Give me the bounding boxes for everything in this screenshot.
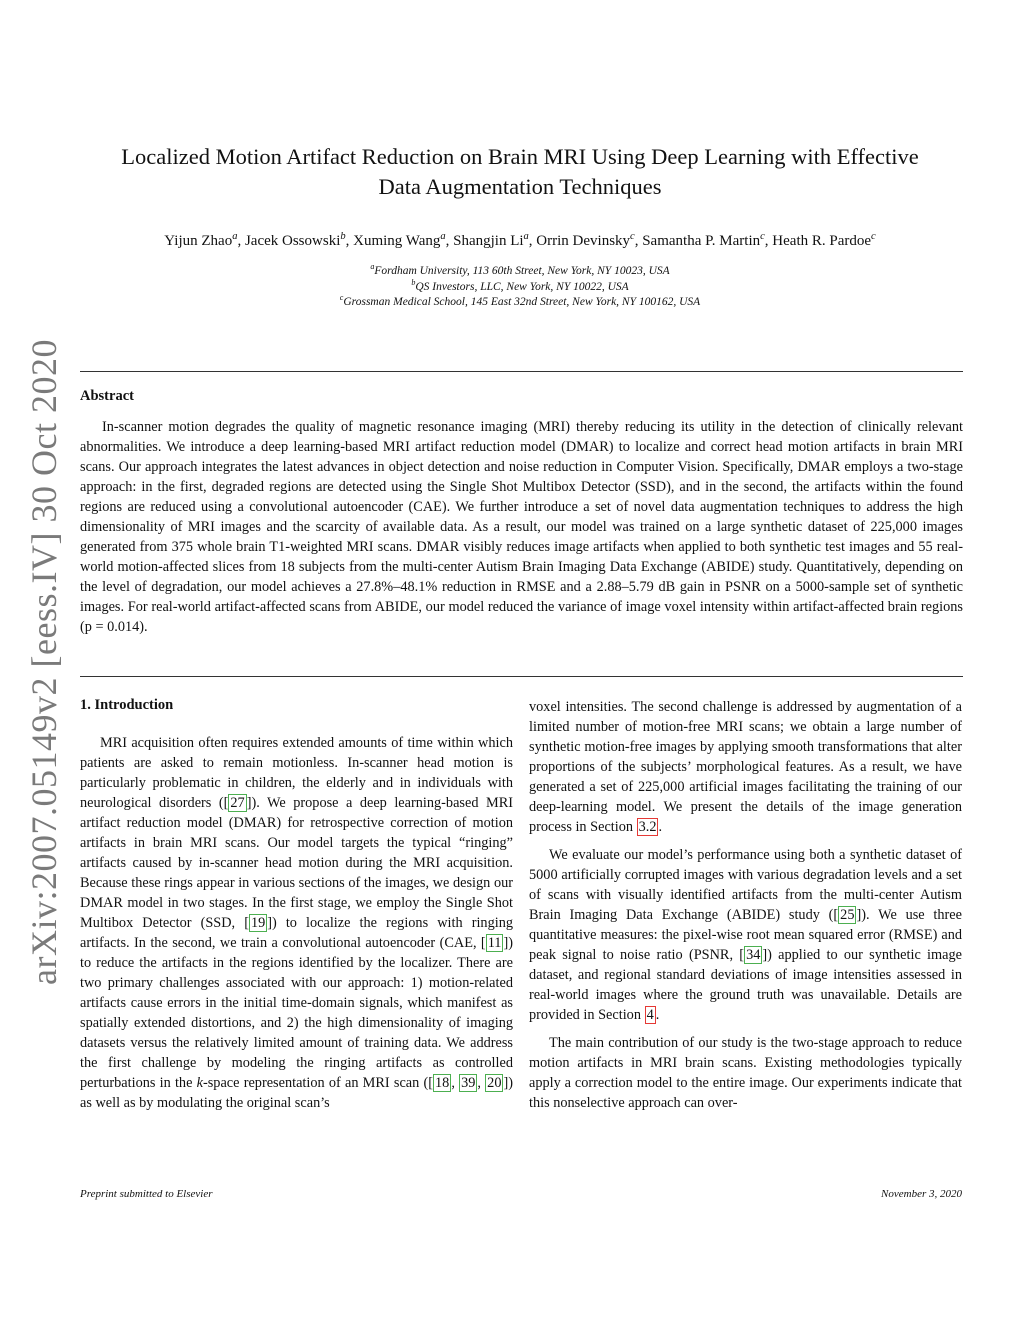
affiliation: $^c$Grossman Medical School, 145 East 32nd Street, New York, NY 100162, USA bbox=[339, 293, 701, 308]
bottom-divider bbox=[80, 676, 963, 677]
section-heading-introduction: 1. Introduction bbox=[80, 697, 174, 713]
title-line-1: Localized Motion Artifact Reduction on Brain MRI Using Deep Learning with Effective bbox=[121, 144, 919, 169]
top-divider bbox=[80, 371, 963, 372]
author: Jacek Ossowski$^b$, bbox=[244, 231, 354, 249]
author: Samantha P. Martin$^c$, bbox=[642, 231, 773, 249]
citation-link[interactable]: 39 bbox=[461, 1075, 476, 1091]
intro-paragraph-2: We evaluate our model’s performance using both a synthetic dataset of 5000 artificially corrupted images with various degradation levels and a set of scans with visually identified artifacts from the multi-center Autism Brain Imaging Data Exchange (ABIDE) study ([ 25 ]). We use three quantitative measures: the pixel-wise root mean squared error (RMSE) and peak signal to noise ratio (PSNR, [ 34 ]) applied to our synthetic image dataset, and regional standard deviations of image intensities assessed in real-world images where the ground truth was unavailable. Details are provided in Section 4 . bbox=[529, 847, 962, 1023]
citation-link[interactable]: 20 bbox=[487, 1075, 502, 1091]
author: Orrin Devinsky$^c$, bbox=[536, 231, 643, 249]
citation-link[interactable]: 25 bbox=[840, 907, 855, 923]
intro-paragraph-1: MRI acquisition often requires extended amounts of time within which patients are asked to remain motionless. In-scanner head motion is particularly problematic in children, the elderly and in individuals with neurological disorders ([ 27 ]). We propose a deep learning-based MRI artifact reduction model (DMAR) for retrospective correction of motion artifacts in brain MRI scans. Our model targets the typical “ringing” artifacts caused by in-scanner head motion during the MRI acquisition. Because these rings appear in various sections of the images, we design our DMAR model in two stages. In the first stage, we employ the Single Shot Multibox Detector (SSD, [ 19 ]) to localize the regions with ringing artifacts. In the second, we train a convolutional autoencoder (CAE, [ 11 ]) to reduce the artifacts in the regions identified by the localizer. There are two primary challenges associated with our approach: 1) motion-related artifacts cause errors in the initial time-domain signals, which manifest as spatially extended distortions, and 2) the high dimensionality of imaging datasets versus the relatively limited amount of training data. We address the first challenge by modeling the ringing artifacts as controlled perturbations in the k-space representation of an MRI scan ([ 18 , 39 , 20 ]) as well as by modulating the original scan’s bbox=[80, 735, 513, 1111]
title-line-2: Data Augmentation Techniques bbox=[378, 174, 662, 199]
paper-title bbox=[80, 142, 960, 202]
citation-link[interactable]: 27 bbox=[230, 795, 245, 811]
citation-link[interactable]: 19 bbox=[250, 915, 266, 931]
intro-paragraph-1-continued: voxel intensities. The second challenge is addressed by augmentation of a limited number of motion-free MRI scans; we obtain a large number of synthetic motion-free images by applying smooth transformations that alter proportions of the subjects’ morphological features. As a result, we have generated a set of 225,000 artificial images facilitating the training of our deep-learning model. We present the details of the image generation process in Section 3.2 . bbox=[529, 699, 962, 835]
author: Xuming Wang$^a$, bbox=[353, 231, 454, 249]
section-reference-link[interactable]: 4 bbox=[646, 1007, 654, 1023]
author: Heath R. Pardoe$^c$ bbox=[772, 231, 876, 249]
abstract-heading: Abstract bbox=[80, 388, 134, 404]
intro-paragraph-3: The main contribution of our study is the two-stage approach to reduce motion artifacts in MRI brain scans. Existing methodologies typically apply a correction model to the entire image. Our experiments indicate that this nonselective approach can over- bbox=[529, 1035, 962, 1111]
citation-link[interactable]: 34 bbox=[746, 947, 761, 963]
author: Shangjin Li$^a$, bbox=[453, 231, 537, 249]
right-column bbox=[529, 697, 962, 1113]
citation-link[interactable]: 11 bbox=[487, 935, 502, 951]
author: Yijun Zhao$^a$, bbox=[164, 231, 245, 249]
arxiv-identifier-stamp: arXiv:2007.05149v2 [eess.IV] 30 Oct 2020 bbox=[24, 339, 64, 985]
abstract-text: In-scanner motion degrades the quality of magnetic resonance imaging (MRI) thereby reducing its utility in the detection of clinically relevant abnormalities. We introduce a deep learning-based MRI artifact reduction model (DMAR) to localize and correct head motion artifacts in brain MRI scans. Our approach integrates the latest advances in object detection and noise reduction in Computer Vision. Specifically, DMAR employs a two-stage approach: in the first, degraded regions are detected using the Single Shot Multibox Detector (SSD), and in the second, the artifacts within the found regions are reduced using a convolutional autoencoder (CAE). We further introduce a set of novel data augmentation techniques to address the high dimensionality of MRI images and the scarcity of available data. As a result, our model was trained on a large synthetic dataset of 225,000 images generated from 375 whole brain T1-weighted MRI scans. DMAR visibly reduces image artifacts when applied to both synthetic test images and 55 real-world motion-affected slices from 18 subjects from the multi-center Autism Brain Imaging Data Exchange (ABIDE) study. Quantitatively, depending on the level of degradation, our model achieves a 27.8%–48.1% reduction in RMSE and a 2.88–5.79 dB gain in PSNR on a 5000-sample set of synthetic images. For real-world artifact-affected scans from ABIDE, our model reduced the variance of image voxel intensity within artifact-affected brain regions (p = 0.014). bbox=[80, 419, 963, 635]
author-list bbox=[80, 231, 960, 251]
citation-link[interactable]: 18 bbox=[435, 1075, 450, 1091]
footer-date: November 3, 2020 bbox=[881, 1188, 962, 1200]
affiliation: $^a$Fordham University, 113 60th Street, New York, NY 10023, USA bbox=[370, 262, 670, 277]
footer-preprint-note: Preprint submitted to Elsevier bbox=[80, 1188, 213, 1200]
affiliation-list bbox=[80, 264, 960, 311]
left-column bbox=[80, 695, 513, 1113]
affiliation: $^b$QS Investors, LLC, New York, NY 10022, USA bbox=[411, 277, 629, 293]
section-reference-link[interactable]: 3.2 bbox=[638, 819, 657, 835]
